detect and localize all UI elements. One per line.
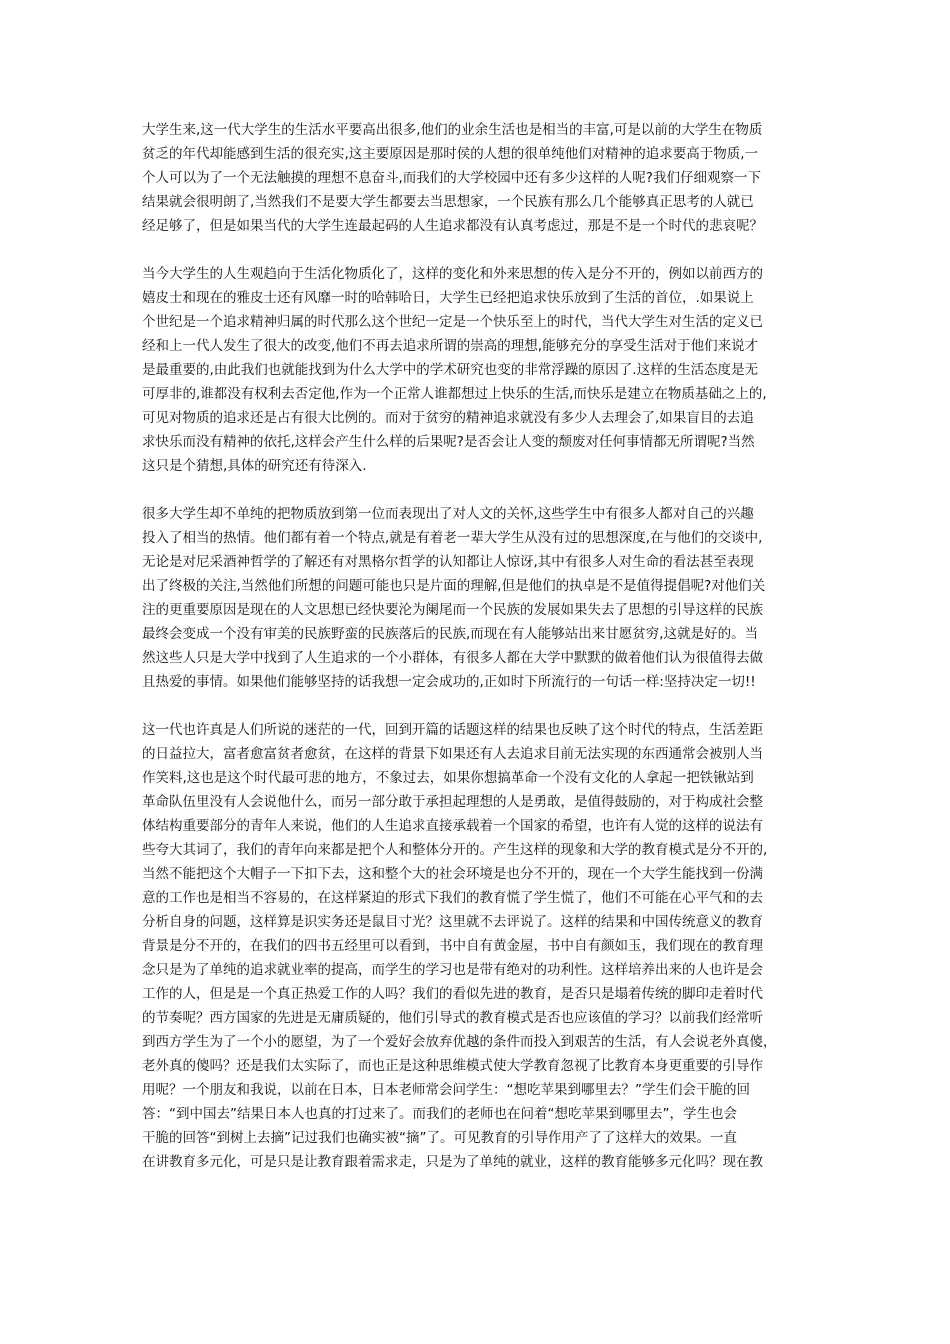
text-line: 个世纪是一个追求精神归属的时代那么这个世纪一定是一个快乐至上的时代，当代大学生对生活的定义已 [142, 314, 763, 330]
text-line: 干脆的回答“到树上去摘”记过我们也确实被“摘”了。可见教育的引导作用产了了这样大的效果。一直 [142, 1130, 737, 1146]
text-line: 到西方学生为了一个小的愿望，为了一个爱好会放弃优越的条件而投入到艰苦的生活，有人会说老外真傻， [142, 1034, 777, 1050]
text-line: 结果就会很明朗了,当然我们不是要大学生都要去当思想家，一个民族有那么几个能够真正思考的人就已 [142, 194, 754, 210]
text-line: 革命队伍里没有人会说他什么，而另一部分敢于承担起理想的人是勇敢，是值得鼓励的，对于构成社会整 [142, 794, 763, 810]
text-line: 体结构重要部分的青年人来说，他们的人生追求直接承载着一个国家的希望，也许有人觉的这样的说法有 [142, 818, 763, 834]
text-line: 的节奏呢？西方国家的先进是无庸质疑的，他们引导式的教育模式是否也应该值的学习？以前我们经常听 [142, 1010, 763, 1026]
text-line: 当今大学生的人生观趋向于生活化物质化了，这样的变化和外来思想的传入是分不开的，例如以前西方的 [142, 266, 763, 282]
text-line: 答：“到中国去”结果日本人也真的打过来了。而我们的老师也在问着“想吃苹果到哪里去”，学生也会 [142, 1106, 737, 1122]
text-line: 大学生来,这一代大学生的生活水平要高出很多,他们的业余生活也是相当的丰富,可是以前的大学生在物质 [142, 122, 763, 138]
text-line: 这一代也许真是人们所说的迷茫的一代，回到开篇的话题这样的结果也反映了这个时代的特点，生活差距 [142, 722, 763, 738]
paragraph-3 [142, 502, 812, 694]
text-line: 求快乐而没有精神的依托,这样会产生什么样的后果呢?是否会让人变的颓废对任何事情都无所谓呢?当然 [142, 434, 755, 450]
text-line: 意的工作也是相当不容易的，在这样紧迫的形式下我们的教育慌了学生慌了，他们不可能在心平气和的去 [142, 890, 763, 906]
text-line: 这只是个猜想,具体的研究还有待深入. [142, 458, 367, 474]
text-line: 分析自身的问题，这样算是识实务还是鼠目寸光？这里就不去评说了。这样的结果和中国传统意义的教育 [142, 914, 763, 930]
text-line: 的日益拉大，富者愈富贫者愈贫，在这样的背景下如果还有人去追求目前无法实现的东西通常会被别人当 [142, 746, 763, 762]
document-body [142, 118, 812, 1174]
text-line: 无论是对尼采酒神哲学的了解还有对黑格尔哲学的认知都让人惊讶,其中有很多人对生命的看法甚至表现 [142, 554, 754, 570]
text-line: 然这些人只是大学中找到了人生追求的一个小群体，有很多人都在大学中默默的做着他们认为很值得去做 [142, 650, 763, 666]
paragraph-1 [142, 118, 812, 238]
text-line: 嬉皮士和现在的雅皮士还有风靡一时的哈韩哈日，大学生已经把追求快乐放到了生活的首位，.如果说上 [142, 290, 754, 306]
text-line: 出了终极的关注,当然他们所想的问题可能也只是片面的理解,但是他们的执卓是不是值得提倡呢?对他们关 [142, 578, 766, 594]
paragraph-gap [142, 694, 812, 718]
text-line: 念只是为了单纯的追求就业率的提高，而学生的学习也是带有绝对的功利性。这样培养出来的人也许是会 [142, 962, 763, 978]
text-line: 在讲教育多元化，可是只是让教育跟着需求走，只是为了单纯的就业，这样的教育能够多元化吗？现在教 [142, 1154, 763, 1170]
text-line: 经足够了，但是如果当代的大学生连最起码的人生追求都没有认真考虑过，那是不是一个时代的悲哀呢？ [142, 218, 763, 234]
text-line: 工作的人，但是是一个真正热爱工作的人吗？我们的看似先进的教育，是否只是塌着传统的脚印走着时代 [142, 986, 763, 1002]
text-line: 可见对物质的追求还是占有很大比例的。而对于贫穷的精神追求就没有多少人去理会了,如果盲目的去追 [142, 410, 754, 426]
text-line: 个人可以为了一个无法触摸的理想不息奋斗,而我们的大学校园中还有多少这样的人呢?我们仔细观察一下 [142, 170, 761, 186]
text-line: 当然不能把这个大帽子一下扣下去，这和整个大的社会环境是也分不开的，现在一个大学生能找到一份满 [142, 866, 763, 882]
text-line: 作笑料,这也是这个时代最可悲的地方，不象过去，如果你想搞革命一个没有文化的人拿起一把铁锹站到 [142, 770, 754, 786]
paragraph-4 [142, 718, 812, 1174]
text-line: 最终会变成一个没有审美的民族野蛮的民族落后的民族,而现在有人能够站出来甘愿贫穷,这就是好的。当 [142, 626, 759, 642]
text-line: 投入了相当的热情。他们都有着一个特点,就是有着老一辈大学生从没有过的思想深度,在与他们的交谈中, [142, 530, 763, 546]
text-line: 经和上一代人发生了很大的改变,他们不再去追求所谓的崇高的理想,能够充分的享受生活对于他们来说才 [142, 338, 759, 354]
text-line: 是最重要的,由此我们也就能找到为什么大学中的学术研究也变的非常浮躁的原因了.这样的生活态度是无 [142, 362, 759, 378]
text-line: 且热爱的事情。如果他们能够坚持的话我想一定会成功的,正如时下所流行的一句话一样:坚持决定一切!! [142, 674, 756, 690]
paragraph-2 [142, 262, 812, 478]
text-line: 些夸大其词了，我们的青年向来都是把个人和整体分开的。产生这样的现象和大学的教育模式是分不开的, [142, 842, 768, 858]
text-line: 背景是分不开的，在我们的四书五经里可以看到，书中自有黄金屋，书中自有颜如玉，我们现在的教育理 [142, 938, 763, 954]
text-line: 可厚非的,谁都没有权利去否定他,作为一个正常人谁都想过上快乐的生活,而快乐是建立在物质基础之上的, [142, 386, 767, 402]
paragraph-gap [142, 478, 812, 502]
text-line: 注的更重要原因是现在的人文思想已经快要沦为阑尾而一个民族的发展如果失去了思想的引导这样的民族 [142, 602, 763, 618]
text-line: 用呢？一个朋友和我说，以前在日本，日本老师常会问学生：“想吃苹果到哪里去？”学生们会干脆的回 [142, 1082, 750, 1098]
text-line: 贫乏的年代却能感到生活的很充实,这主要原因是那时侯的人想的很单纯他们对精神的追求要高于物质,一 [142, 146, 759, 162]
text-line: 很多大学生却不单纯的把物质放到第一位而表现出了对人文的关怀,这些学生中有很多人都对自己的兴趣 [142, 506, 754, 522]
paragraph-gap [142, 238, 812, 262]
text-line: 老外真的傻吗？还是我们太实际了，而也正是这种思维模式使大学教育忽视了比教育本身更重要的引导作 [142, 1058, 763, 1074]
